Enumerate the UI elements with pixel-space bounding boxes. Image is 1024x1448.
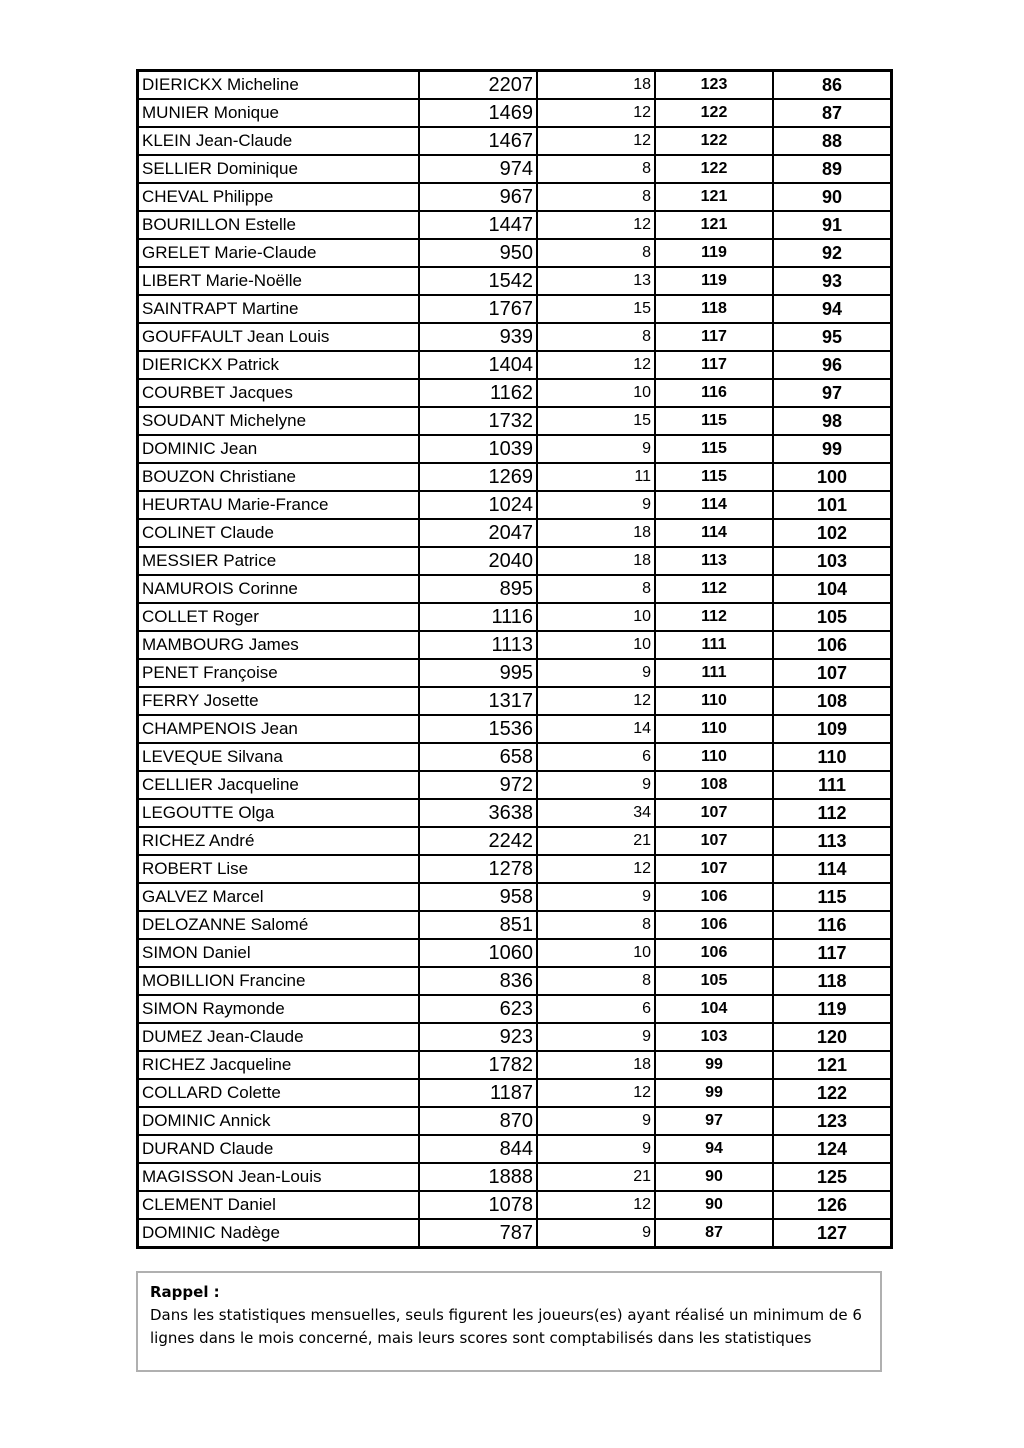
lines-count-cell: 9 (537, 1219, 655, 1248)
total-pins-cell: 836 (419, 967, 537, 995)
total-pins-cell: 950 (419, 239, 537, 267)
rank-cell: 101 (773, 491, 892, 519)
total-pins-cell: 1162 (419, 379, 537, 407)
total-pins-cell: 1269 (419, 463, 537, 491)
total-pins-cell: 974 (419, 155, 537, 183)
total-pins-cell: 658 (419, 743, 537, 771)
average-cell: 112 (655, 603, 773, 631)
total-pins-cell: 1187 (419, 1079, 537, 1107)
rank-cell: 89 (773, 155, 892, 183)
average-cell: 113 (655, 547, 773, 575)
table-row (138, 127, 892, 155)
average-cell: 99 (655, 1051, 773, 1079)
lines-count-cell: 15 (537, 407, 655, 435)
total-pins-cell: 1404 (419, 351, 537, 379)
table-row (138, 183, 892, 211)
total-pins-cell: 851 (419, 911, 537, 939)
player-name-cell: BOUZON Christiane (138, 463, 420, 491)
player-name-cell: LIBERT Marie-Noëlle (138, 267, 420, 295)
table-row (138, 743, 892, 771)
rank-cell: 117 (773, 939, 892, 967)
average-cell: 119 (655, 267, 773, 295)
table-row (138, 1051, 892, 1079)
rank-cell: 113 (773, 827, 892, 855)
lines-count-cell: 34 (537, 799, 655, 827)
rank-cell: 88 (773, 127, 892, 155)
table-row (138, 967, 892, 995)
lines-count-cell: 18 (537, 71, 655, 100)
table-row (138, 995, 892, 1023)
table-row (138, 323, 892, 351)
lines-count-cell: 18 (537, 547, 655, 575)
player-name-cell: SIMON Daniel (138, 939, 420, 967)
average-cell: 122 (655, 127, 773, 155)
lines-count-cell: 8 (537, 183, 655, 211)
average-cell: 121 (655, 183, 773, 211)
lines-count-cell: 6 (537, 995, 655, 1023)
reminder-text-line-2: lignes dans le mois concerné, mais leurs scores sont comptabilisés dans les statistiques (150, 1329, 812, 1347)
rank-cell: 103 (773, 547, 892, 575)
average-cell: 106 (655, 883, 773, 911)
total-pins-cell: 1039 (419, 435, 537, 463)
lines-count-cell: 9 (537, 1023, 655, 1051)
rank-cell: 123 (773, 1107, 892, 1135)
player-name-cell: DIERICKX Patrick (138, 351, 420, 379)
lines-count-cell: 12 (537, 211, 655, 239)
player-stats-body (138, 71, 892, 1248)
lines-count-cell: 21 (537, 827, 655, 855)
lines-count-cell: 9 (537, 1107, 655, 1135)
average-cell: 107 (655, 799, 773, 827)
table-row (138, 1079, 892, 1107)
table-row (138, 659, 892, 687)
average-cell: 114 (655, 491, 773, 519)
lines-count-cell: 9 (537, 771, 655, 799)
rank-cell: 105 (773, 603, 892, 631)
lines-count-cell: 12 (537, 127, 655, 155)
average-cell: 122 (655, 155, 773, 183)
table-row (138, 1023, 892, 1051)
lines-count-cell: 21 (537, 1163, 655, 1191)
rank-cell: 108 (773, 687, 892, 715)
reminder-title: Rappel : (150, 1283, 220, 1301)
rank-cell: 97 (773, 379, 892, 407)
total-pins-cell: 1467 (419, 127, 537, 155)
lines-count-cell: 10 (537, 939, 655, 967)
average-cell: 117 (655, 323, 773, 351)
total-pins-cell: 1278 (419, 855, 537, 883)
table-row (138, 239, 892, 267)
average-cell: 110 (655, 743, 773, 771)
lines-count-cell: 10 (537, 379, 655, 407)
total-pins-cell: 3638 (419, 799, 537, 827)
average-cell: 90 (655, 1163, 773, 1191)
lines-count-cell: 9 (537, 1135, 655, 1163)
rank-cell: 121 (773, 1051, 892, 1079)
average-cell: 105 (655, 967, 773, 995)
player-name-cell: SOUDANT Michelyne (138, 407, 420, 435)
table-row (138, 547, 892, 575)
average-cell: 110 (655, 715, 773, 743)
average-cell: 107 (655, 855, 773, 883)
rank-cell: 95 (773, 323, 892, 351)
average-cell: 123 (655, 71, 773, 100)
lines-count-cell: 12 (537, 687, 655, 715)
player-name-cell: FERRY Josette (138, 687, 420, 715)
player-name-cell: DOMINIC Nadège (138, 1219, 420, 1248)
average-cell: 104 (655, 995, 773, 1023)
total-pins-cell: 2242 (419, 827, 537, 855)
rank-cell: 115 (773, 883, 892, 911)
player-name-cell: CLEMENT Daniel (138, 1191, 420, 1219)
total-pins-cell: 1078 (419, 1191, 537, 1219)
average-cell: 107 (655, 827, 773, 855)
table-row (138, 1163, 892, 1191)
table-row (138, 435, 892, 463)
total-pins-cell: 1767 (419, 295, 537, 323)
table-row (138, 715, 892, 743)
total-pins-cell: 1116 (419, 603, 537, 631)
total-pins-cell: 1317 (419, 687, 537, 715)
player-name-cell: SELLIER Dominique (138, 155, 420, 183)
table-row (138, 1191, 892, 1219)
total-pins-cell: 787 (419, 1219, 537, 1248)
table-row (138, 99, 892, 127)
player-name-cell: GOUFFAULT Jean Louis (138, 323, 420, 351)
average-cell: 111 (655, 631, 773, 659)
table-row (138, 1219, 892, 1248)
player-stats-table (136, 69, 893, 1249)
lines-count-cell: 8 (537, 967, 655, 995)
rank-cell: 125 (773, 1163, 892, 1191)
rank-cell: 124 (773, 1135, 892, 1163)
table-row (138, 883, 892, 911)
lines-count-cell: 6 (537, 743, 655, 771)
player-name-cell: CHEVAL Philippe (138, 183, 420, 211)
average-cell: 103 (655, 1023, 773, 1051)
total-pins-cell: 895 (419, 575, 537, 603)
total-pins-cell: 967 (419, 183, 537, 211)
rank-cell: 116 (773, 911, 892, 939)
rank-cell: 94 (773, 295, 892, 323)
table-row (138, 855, 892, 883)
total-pins-cell: 923 (419, 1023, 537, 1051)
average-cell: 121 (655, 211, 773, 239)
table-row (138, 267, 892, 295)
rank-cell: 127 (773, 1219, 892, 1248)
player-name-cell: KLEIN Jean-Claude (138, 127, 420, 155)
lines-count-cell: 9 (537, 491, 655, 519)
lines-count-cell: 8 (537, 911, 655, 939)
rank-cell: 99 (773, 435, 892, 463)
total-pins-cell: 2207 (419, 71, 537, 100)
table-row (138, 407, 892, 435)
player-name-cell: DOMINIC Jean (138, 435, 420, 463)
player-name-cell: PENET Françoise (138, 659, 420, 687)
total-pins-cell: 1469 (419, 99, 537, 127)
rank-cell: 107 (773, 659, 892, 687)
table-row (138, 491, 892, 519)
player-name-cell: COURBET Jacques (138, 379, 420, 407)
table-row (138, 351, 892, 379)
table-row (138, 211, 892, 239)
player-name-cell: MUNIER Monique (138, 99, 420, 127)
total-pins-cell: 1024 (419, 491, 537, 519)
total-pins-cell: 623 (419, 995, 537, 1023)
table-row (138, 799, 892, 827)
total-pins-cell: 1782 (419, 1051, 537, 1079)
player-name-cell: COLINET Claude (138, 519, 420, 547)
player-name-cell: GALVEZ Marcel (138, 883, 420, 911)
lines-count-cell: 18 (537, 1051, 655, 1079)
rank-cell: 109 (773, 715, 892, 743)
table-row (138, 631, 892, 659)
player-name-cell: RICHEZ Jacqueline (138, 1051, 420, 1079)
reminder-text-line-1: Dans les statistiques mensuelles, seuls figurent les joueurs(es) ayant réalisé un minimum de 6 (150, 1306, 862, 1324)
player-name-cell: SAINTRAPT Martine (138, 295, 420, 323)
average-cell: 106 (655, 939, 773, 967)
table-row (138, 827, 892, 855)
average-cell: 119 (655, 239, 773, 267)
rank-cell: 118 (773, 967, 892, 995)
total-pins-cell: 1732 (419, 407, 537, 435)
rank-cell: 86 (773, 71, 892, 100)
lines-count-cell: 8 (537, 323, 655, 351)
average-cell: 116 (655, 379, 773, 407)
player-name-cell: MESSIER Patrice (138, 547, 420, 575)
table-row (138, 1107, 892, 1135)
average-cell: 122 (655, 99, 773, 127)
total-pins-cell: 1447 (419, 211, 537, 239)
player-name-cell: ROBERT Lise (138, 855, 420, 883)
player-name-cell: DIERICKX Micheline (138, 71, 420, 100)
rank-cell: 87 (773, 99, 892, 127)
table-row (138, 71, 892, 100)
total-pins-cell: 870 (419, 1107, 537, 1135)
rank-cell: 96 (773, 351, 892, 379)
player-name-cell: MAMBOURG James (138, 631, 420, 659)
rank-cell: 112 (773, 799, 892, 827)
table-row (138, 295, 892, 323)
total-pins-cell: 1536 (419, 715, 537, 743)
rank-cell: 90 (773, 183, 892, 211)
player-name-cell: SIMON Raymonde (138, 995, 420, 1023)
player-name-cell: COLLET Roger (138, 603, 420, 631)
rank-cell: 104 (773, 575, 892, 603)
total-pins-cell: 2040 (419, 547, 537, 575)
total-pins-cell: 958 (419, 883, 537, 911)
lines-count-cell: 9 (537, 659, 655, 687)
rank-cell: 111 (773, 771, 892, 799)
lines-count-cell: 9 (537, 883, 655, 911)
lines-count-cell: 15 (537, 295, 655, 323)
lines-count-cell: 9 (537, 435, 655, 463)
table-row (138, 519, 892, 547)
average-cell: 118 (655, 295, 773, 323)
average-cell: 115 (655, 463, 773, 491)
average-cell: 87 (655, 1219, 773, 1248)
player-name-cell: DUMEZ Jean-Claude (138, 1023, 420, 1051)
rank-cell: 92 (773, 239, 892, 267)
player-name-cell: LEVEQUE Silvana (138, 743, 420, 771)
player-name-cell: CHAMPENOIS Jean (138, 715, 420, 743)
table-row (138, 939, 892, 967)
average-cell: 117 (655, 351, 773, 379)
rank-cell: 122 (773, 1079, 892, 1107)
lines-count-cell: 8 (537, 155, 655, 183)
player-name-cell: DURAND Claude (138, 1135, 420, 1163)
average-cell: 108 (655, 771, 773, 799)
average-cell: 97 (655, 1107, 773, 1135)
table-row (138, 575, 892, 603)
player-name-cell: DELOZANNE Salomé (138, 911, 420, 939)
total-pins-cell: 844 (419, 1135, 537, 1163)
average-cell: 99 (655, 1079, 773, 1107)
rank-cell: 106 (773, 631, 892, 659)
player-name-cell: CELLIER Jacqueline (138, 771, 420, 799)
lines-count-cell: 10 (537, 603, 655, 631)
table-row (138, 603, 892, 631)
table-row (138, 771, 892, 799)
lines-count-cell: 18 (537, 519, 655, 547)
average-cell: 115 (655, 407, 773, 435)
lines-count-cell: 8 (537, 575, 655, 603)
player-name-cell: NAMUROIS Corinne (138, 575, 420, 603)
player-name-cell: LEGOUTTE Olga (138, 799, 420, 827)
total-pins-cell: 939 (419, 323, 537, 351)
lines-count-cell: 13 (537, 267, 655, 295)
total-pins-cell: 1542 (419, 267, 537, 295)
player-name-cell: MAGISSON Jean-Louis (138, 1163, 420, 1191)
reminder-box (136, 1271, 882, 1372)
rank-cell: 126 (773, 1191, 892, 1219)
average-cell: 94 (655, 1135, 773, 1163)
lines-count-cell: 10 (537, 631, 655, 659)
average-cell: 114 (655, 519, 773, 547)
table-row (138, 687, 892, 715)
total-pins-cell: 1113 (419, 631, 537, 659)
lines-count-cell: 14 (537, 715, 655, 743)
average-cell: 90 (655, 1191, 773, 1219)
table-row (138, 911, 892, 939)
player-name-cell: HEURTAU Marie-France (138, 491, 420, 519)
rank-cell: 119 (773, 995, 892, 1023)
average-cell: 110 (655, 687, 773, 715)
average-cell: 112 (655, 575, 773, 603)
player-name-cell: COLLARD Colette (138, 1079, 420, 1107)
rank-cell: 100 (773, 463, 892, 491)
rank-cell: 114 (773, 855, 892, 883)
table-row (138, 463, 892, 491)
average-cell: 111 (655, 659, 773, 687)
player-name-cell: BOURILLON Estelle (138, 211, 420, 239)
player-name-cell: DOMINIC Annick (138, 1107, 420, 1135)
lines-count-cell: 12 (537, 855, 655, 883)
player-name-cell: RICHEZ André (138, 827, 420, 855)
player-name-cell: MOBILLION Francine (138, 967, 420, 995)
lines-count-cell: 11 (537, 463, 655, 491)
rank-cell: 98 (773, 407, 892, 435)
lines-count-cell: 12 (537, 1191, 655, 1219)
rank-cell: 93 (773, 267, 892, 295)
player-name-cell: GRELET Marie-Claude (138, 239, 420, 267)
total-pins-cell: 1888 (419, 1163, 537, 1191)
rank-cell: 102 (773, 519, 892, 547)
rank-cell: 91 (773, 211, 892, 239)
table-row (138, 1135, 892, 1163)
lines-count-cell: 12 (537, 351, 655, 379)
lines-count-cell: 8 (537, 239, 655, 267)
total-pins-cell: 995 (419, 659, 537, 687)
lines-count-cell: 12 (537, 99, 655, 127)
rank-cell: 110 (773, 743, 892, 771)
lines-count-cell: 12 (537, 1079, 655, 1107)
average-cell: 106 (655, 911, 773, 939)
total-pins-cell: 2047 (419, 519, 537, 547)
total-pins-cell: 972 (419, 771, 537, 799)
rank-cell: 120 (773, 1023, 892, 1051)
total-pins-cell: 1060 (419, 939, 537, 967)
average-cell: 115 (655, 435, 773, 463)
table-row (138, 379, 892, 407)
table-row (138, 155, 892, 183)
